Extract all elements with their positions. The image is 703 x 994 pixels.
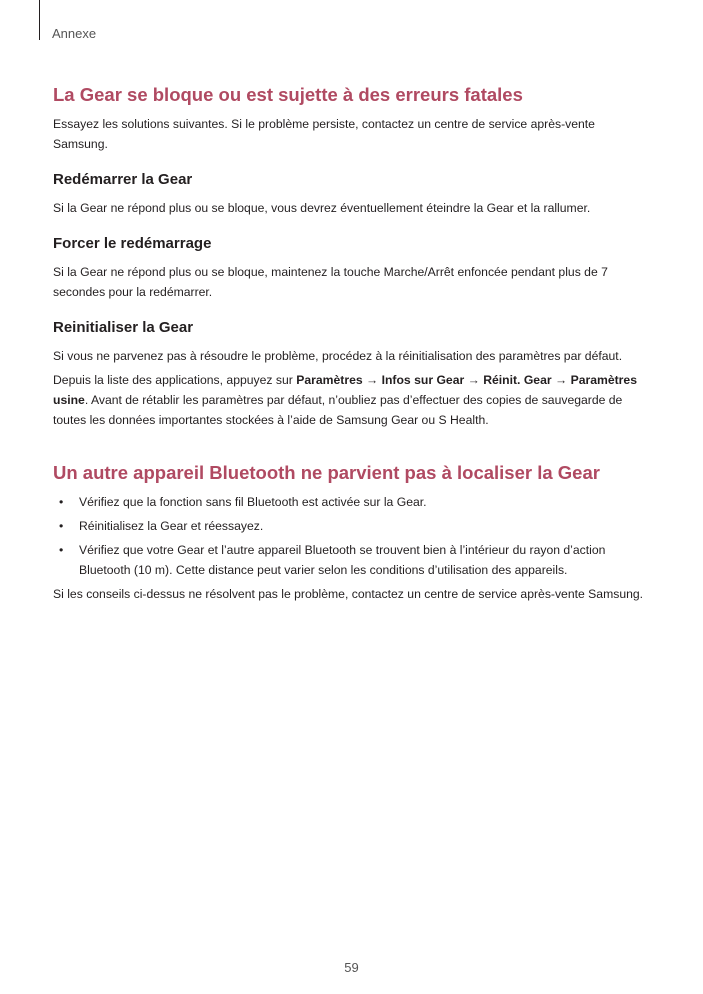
bullet-dot: • xyxy=(59,519,64,533)
restart-text: Si la Gear ne répond plus ou se bloque, vous devrez éventuellement éteindre la Gear et la rallumer. xyxy=(53,201,591,215)
list-item xyxy=(53,492,653,512)
subheading-restart: Redémarrer la Gear xyxy=(53,171,193,188)
arrow: → xyxy=(362,373,382,387)
bullet-dot: • xyxy=(59,495,64,509)
path-parametres: Paramètres xyxy=(296,373,363,387)
section-title-bluetooth: Un autre appareil Bluetooth ne parvient pas à localiser la Gear xyxy=(53,462,600,483)
running-header: Annexe xyxy=(52,26,97,41)
list-item-text: Réinitialisez la Gear et réessayez. xyxy=(79,519,264,533)
arrow: → xyxy=(551,373,571,387)
reset-path-suffix: . Avant de rétablir les paramètres par défaut, n’oubliez pas d’effectuer des copies de sauvegarde de toutes les données importantes stockées à l’aide de Samsung Gear ou S Health. xyxy=(53,393,623,427)
path-reinit-gear: Réinit. Gear xyxy=(483,373,552,387)
subheading-force-restart: Forcer le redémarrage xyxy=(53,235,212,252)
reset-path-paragraph xyxy=(53,370,653,430)
list-item xyxy=(53,540,653,580)
section-title-gear-freeze: La Gear se bloque ou est sujette à des erreurs fatales xyxy=(53,84,523,105)
bluetooth-checklist xyxy=(53,492,653,580)
list-item xyxy=(53,516,653,536)
bullet-dot: • xyxy=(59,543,64,557)
reset-text: Si vous ne parvenez pas à résoudre le problème, procédez à la réinitialisation des paramètres par défaut. xyxy=(53,349,623,363)
force-restart-text: Si la Gear ne répond plus ou se bloque, maintenez la touche Marche/Arrêt enfoncée pendant plus de 7 secondes pour la redémarrer. xyxy=(53,265,608,299)
page-number: 59 xyxy=(344,960,359,975)
path-parametres-usine: Paramètres usine xyxy=(53,373,637,407)
path-infos-sur-gear: Infos sur Gear xyxy=(381,373,465,387)
reset-path-prefix: Depuis la liste des applications, appuyez sur xyxy=(53,373,297,387)
closing-text: Si les conseils ci-dessus ne résolvent pas le problème, contactez un centre de service après-vente Samsung. xyxy=(53,587,644,601)
header-rule xyxy=(39,0,40,40)
list-item-text: Vérifiez que votre Gear et l’autre appareil Bluetooth se trouvent bien à l’intérieur du rayon d’action Bluetooth (10 m). Cette distance peut varier selon les conditions d’utilisation des appareils. xyxy=(79,543,606,577)
subheading-reset: Reinitialiser la Gear xyxy=(53,319,194,336)
section-intro: Essayez les solutions suivantes. Si le problème persiste, contactez un centre de service après-vente Samsung. xyxy=(53,117,595,151)
list-item-text: Vérifiez que la fonction sans fil Bluetooth est activée sur la Gear. xyxy=(79,495,427,509)
page-content xyxy=(53,82,653,608)
arrow: → xyxy=(464,373,484,387)
